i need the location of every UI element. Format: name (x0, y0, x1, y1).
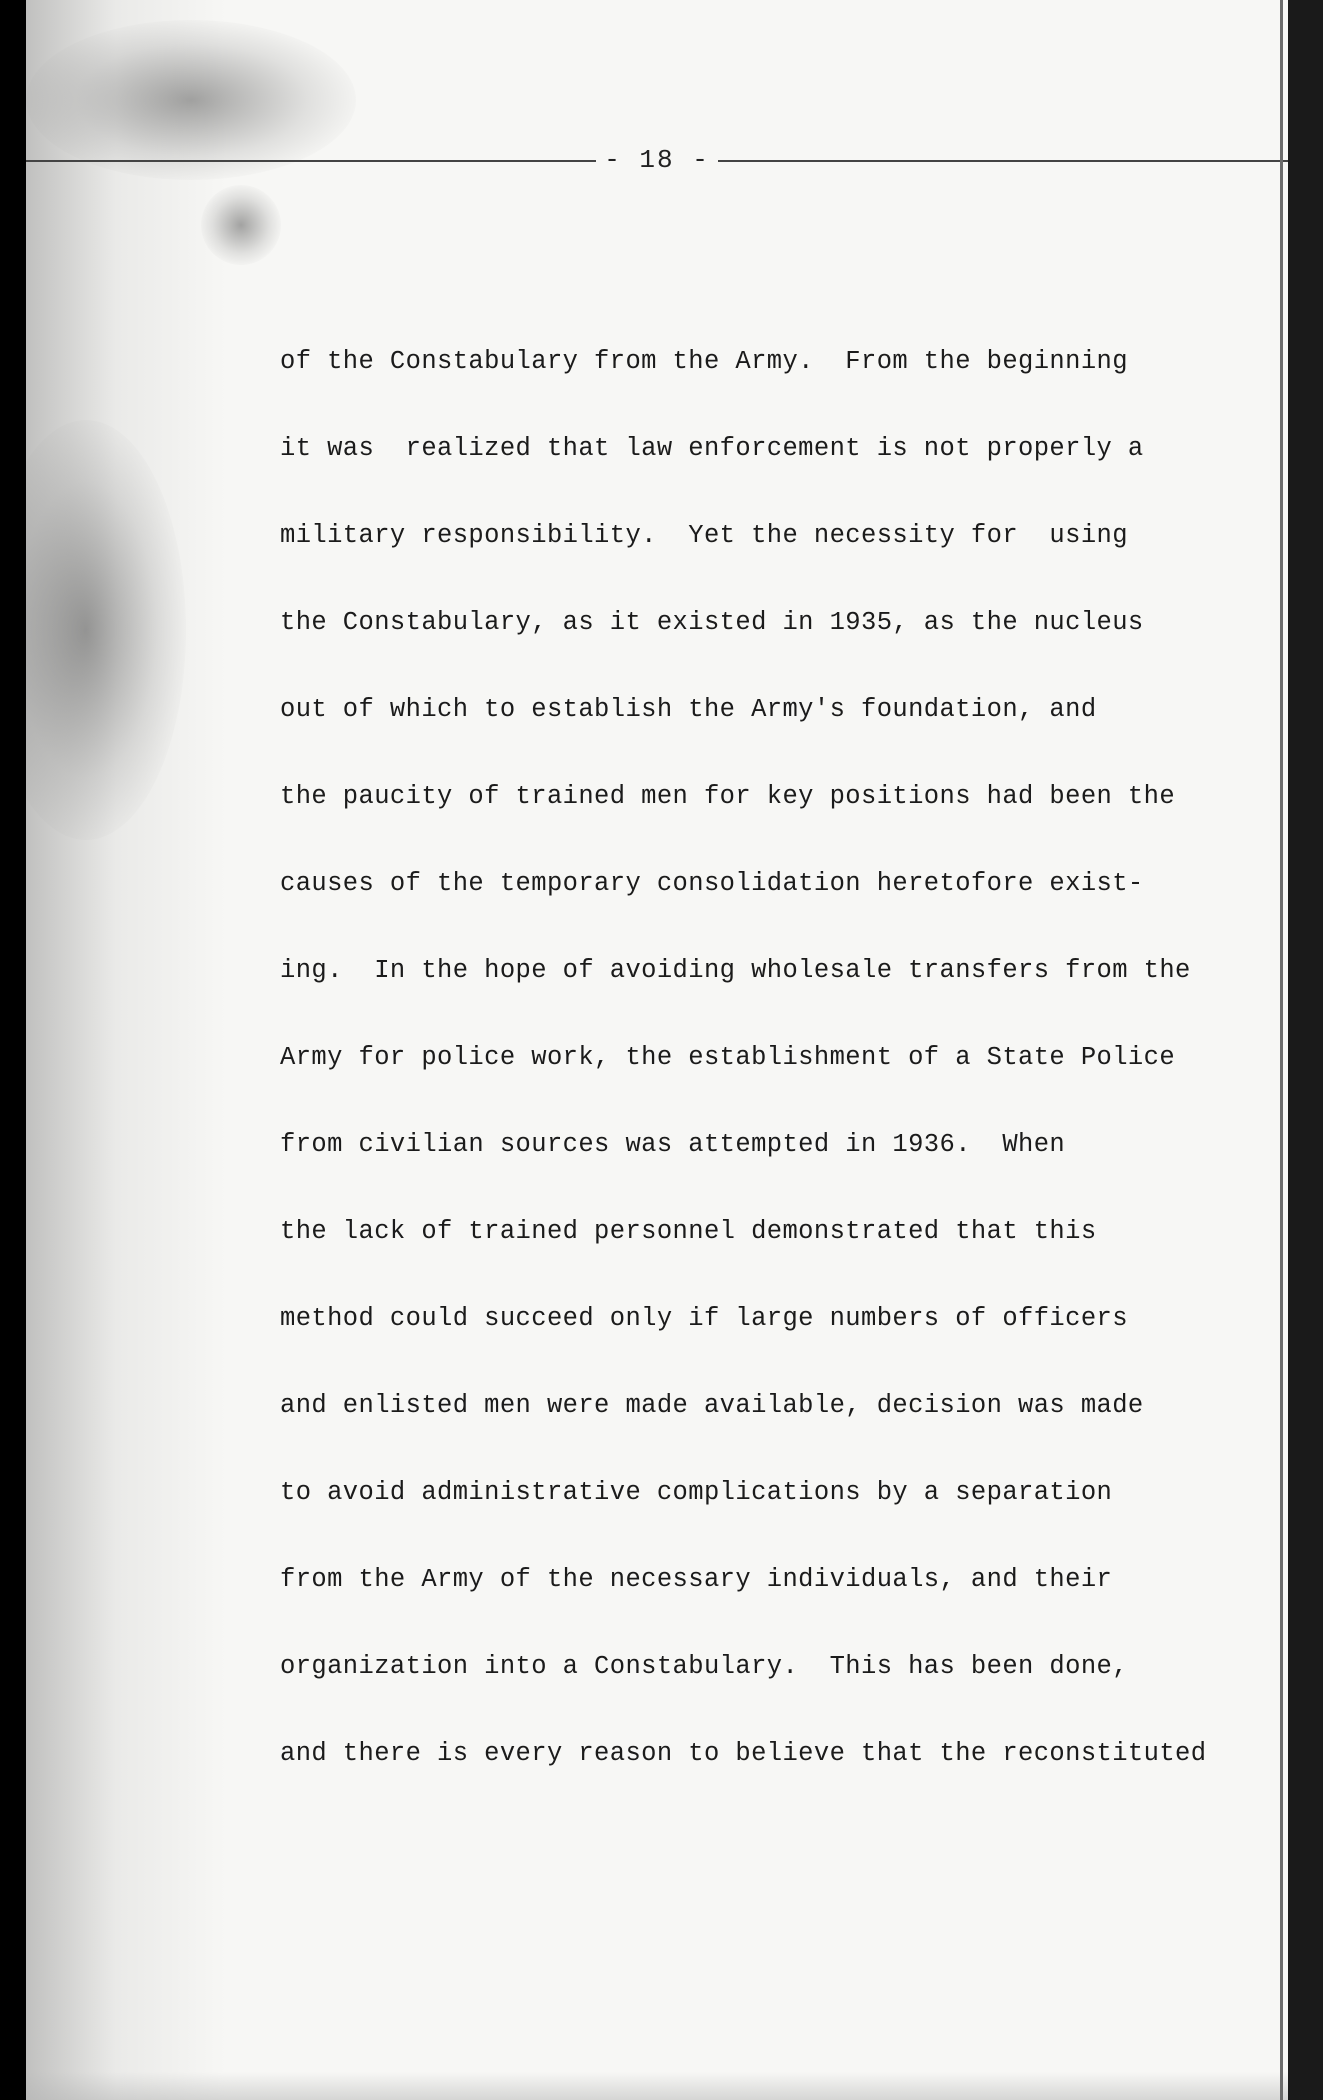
text-line: to avoid administrative complications by a separation (280, 1478, 1113, 1507)
text-line: and enlisted men were made available, decision was made (280, 1391, 1144, 1420)
text-line: method could succeed only if large numbers of officers (280, 1304, 1128, 1333)
ink-smudge-spot (201, 185, 281, 265)
text-line: the lack of trained personnel demonstrated that this (280, 1217, 1097, 1246)
text-line: Army for police work, the establishment of a State Police (280, 1043, 1176, 1072)
page-number: - 18 - (26, 145, 1288, 175)
page-shadow (26, 0, 226, 2100)
text-line: from civilian sources was attempted in 1936. When (280, 1130, 1066, 1159)
text-line: military responsibility. Yet the necessity for using (280, 521, 1128, 550)
page-edge (1280, 0, 1283, 2100)
text-line: and there is every reason to believe that the reconstituted (280, 1739, 1207, 1768)
text-line: organization into a Constabulary. This has been done, (280, 1652, 1128, 1681)
body-text (280, 318, 1260, 1797)
text-line: the Constabulary, as it existed in 1935, as the nucleus (280, 608, 1144, 637)
text-line: from the Army of the necessary individuals, and their (280, 1565, 1113, 1594)
text-line: of the Constabulary from the Army. From the beginning (280, 347, 1128, 376)
scan-border-right (1288, 0, 1323, 2100)
text-line: out of which to establish the Army's foundation, and (280, 695, 1097, 724)
text-line: causes of the temporary consolidation heretofore exist- (280, 869, 1144, 898)
text-line: it was realized that law enforcement is not properly a (280, 434, 1144, 463)
text-line: ing. In the hope of avoiding wholesale transfers from the (280, 956, 1191, 985)
document-page (26, 0, 1288, 2100)
text-line: the paucity of trained men for key positions had been the (280, 782, 1176, 811)
page-bottom-fold (26, 2072, 1288, 2100)
